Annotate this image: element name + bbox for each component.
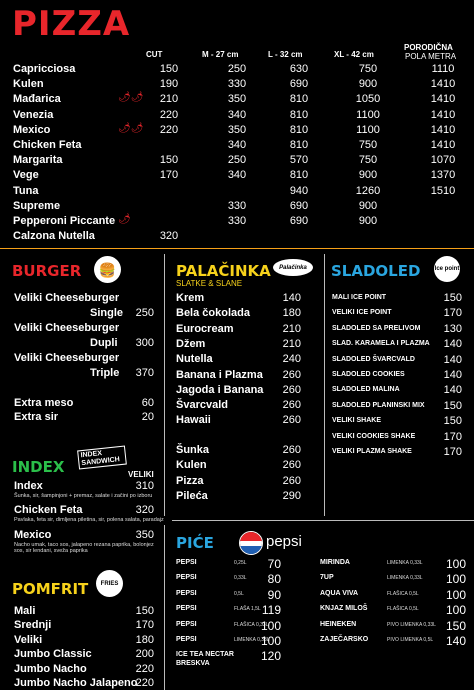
sladoled-price: 140 xyxy=(443,353,462,366)
palacinka-name: Džem xyxy=(176,337,206,350)
pizza-price: 690 xyxy=(289,215,309,227)
pizza-name: Venezia xyxy=(13,108,54,121)
pomfrit-name: Veliki xyxy=(14,633,43,646)
drink-price: 80 xyxy=(267,572,281,587)
palacinka-price: 260 xyxy=(282,474,301,487)
sladoled-name: VELIKI COOKIES SHAKE xyxy=(332,432,416,440)
pizza-row xyxy=(13,139,468,154)
drink-name: PEPSI xyxy=(176,574,197,582)
drink-volume: FLAŠA 1,5L xyxy=(234,606,261,613)
index-size-label: VELIKI xyxy=(128,470,154,479)
burger-name: Single xyxy=(90,307,124,319)
pizza-price: 940 xyxy=(289,184,309,197)
pizza-price: 750 xyxy=(358,139,378,151)
pomfrit-price: 150 xyxy=(135,605,154,617)
pomfrit-price: 220 xyxy=(135,677,154,689)
sladoled-name: SLADOLED ŠVARCVALD xyxy=(332,355,415,363)
column-header-cut: CUT xyxy=(146,50,163,59)
pizza-price: 330 xyxy=(227,215,247,227)
pizza-name: Mađarica xyxy=(13,93,61,106)
pizza-price: 1100 xyxy=(356,123,380,136)
palacinka-price: 290 xyxy=(282,489,301,502)
index-desc: Šunka, sir, šampinjoni + premaz, salate i začini po izboru xyxy=(14,493,153,499)
pizza-price: 170 xyxy=(159,169,179,182)
pizza-price: 190 xyxy=(159,78,179,91)
pizza-row xyxy=(13,124,468,139)
pizza-row xyxy=(13,185,468,200)
pizza-price: 320 xyxy=(159,230,179,243)
index-desc: Pavlaka, feta sir, dimljena piletina, sir, polena salata, paradajz xyxy=(14,517,164,523)
burger-name: Dupli xyxy=(90,337,118,349)
pizza-row xyxy=(13,169,468,184)
drink-price: 90 xyxy=(267,587,281,602)
palacinka-name: Bela čokolada xyxy=(176,307,250,320)
pizza-price: 810 xyxy=(289,123,309,136)
drink-price: 120 xyxy=(260,649,281,664)
pomfrit-name: Jumbo Nacho Jalapeno xyxy=(14,677,138,689)
drink-volume: PIVO LIMENKA 0,33L xyxy=(387,621,436,628)
chili-icon: 🌶🌶 xyxy=(118,122,144,134)
drinks-divider xyxy=(172,520,474,521)
drink-name: 7UP xyxy=(320,574,334,582)
drink-price: 100 xyxy=(445,587,466,602)
palacinka-name: Pileća xyxy=(176,489,208,502)
pizza-name: Mexico xyxy=(13,123,51,136)
pizza-name: Chicken Feta xyxy=(13,139,82,151)
sladoled-name: VELIKI SHAKE xyxy=(332,417,382,425)
pizza-name: Supreme xyxy=(13,199,61,212)
burger-name: Veliki Cheeseburger xyxy=(14,322,120,334)
pomfrit-price: 220 xyxy=(135,662,154,675)
fries-logo: FRIES xyxy=(96,570,123,597)
palacinka-price: 260 xyxy=(282,399,301,412)
sladoled-name: MALI ICE POINT xyxy=(332,294,387,301)
drink-name: PEPSI xyxy=(176,620,197,628)
palacinka-price: 260 xyxy=(282,383,301,396)
drink-volume: LIMENKA 0,33L xyxy=(234,637,270,643)
pizza-price: 630 xyxy=(289,63,309,75)
pizza-name: Capricciosa xyxy=(13,63,76,75)
pizza-price: 340 xyxy=(227,139,247,151)
pizza-price: 330 xyxy=(227,199,247,212)
pizza-price: 810 xyxy=(289,93,309,106)
pizza-row xyxy=(13,200,468,215)
pizza-price: 220 xyxy=(159,123,179,136)
drink-name: PEPSI xyxy=(176,636,197,643)
pizza-row xyxy=(13,230,468,245)
pizza-price: 330 xyxy=(227,78,247,91)
pomfrit-name: Jumbo Nacho xyxy=(14,662,87,675)
pizza-row xyxy=(13,215,468,230)
pizza-divider xyxy=(0,248,474,249)
drink-volume: 0,25L xyxy=(234,560,247,566)
drink-name: ZAJEČARSKO xyxy=(320,636,369,643)
drink-price: 119 xyxy=(261,603,281,618)
ice-point-logo: Ice point xyxy=(434,256,460,282)
pizza-price: 900 xyxy=(358,78,378,91)
drink-price: 100 xyxy=(445,572,466,587)
pomfrit-name: Jumbo Classic xyxy=(14,648,92,661)
pomfrit-price: 170 xyxy=(135,619,154,632)
burger-price: 20 xyxy=(141,411,154,423)
drink-name: ICE TEA NECTAR BRESKVA xyxy=(176,651,234,667)
palacinka-name: Banana i Plazma xyxy=(176,368,263,381)
sladoled-name: SLADOLED SA PRELIVOM xyxy=(332,324,421,332)
pizza-price: 350 xyxy=(227,93,247,106)
pizza-price: 340 xyxy=(227,169,247,182)
drink-name: AQUA VIVA xyxy=(320,589,359,597)
drink-volume: FLAŠICA 0,5L xyxy=(387,606,419,613)
palacinka-price: 260 xyxy=(282,368,301,381)
palacinka-name: Jagoda i Banana xyxy=(176,383,264,396)
pizza-name: Calzona Nutella xyxy=(13,230,95,243)
drink-volume: PIVO LIMENKA 0,5L xyxy=(387,637,434,643)
pepsi-brand: pepsi xyxy=(266,533,302,550)
sladoled-price: 170 xyxy=(443,307,462,320)
palacinka-name: Eurocream xyxy=(176,322,234,335)
burger-price: 300 xyxy=(135,337,154,349)
pizza-price: 570 xyxy=(289,154,309,167)
drink-name: PEPSI xyxy=(176,589,197,597)
column-header-m: M - 27 cm xyxy=(202,50,239,59)
sladoled-title: SLADOLED xyxy=(331,262,421,280)
index-title: INDEX xyxy=(12,458,65,476)
pizza-name: Tuna xyxy=(13,184,39,197)
pizza-price: 1110 xyxy=(431,63,455,75)
burger-price: 60 xyxy=(141,397,154,409)
drink-name: KNJAZ MILOŠ xyxy=(320,605,368,613)
drink-volume: 0,33L xyxy=(234,575,247,582)
burger-price: 370 xyxy=(135,367,154,379)
palacinka-price: 260 xyxy=(282,459,301,472)
pizza-title: PIZZA xyxy=(12,4,131,44)
column-header-pola-metra: POLA METRA xyxy=(405,52,457,61)
pizza-price: 340 xyxy=(227,108,247,121)
column-divider xyxy=(164,254,165,516)
burger-name: Extra sir xyxy=(14,411,59,423)
pomfrit-price: 200 xyxy=(135,648,154,661)
palacinka-price: 260 xyxy=(282,414,301,427)
pizza-price: 1070 xyxy=(430,154,456,167)
palacinka-logo: Palačinka xyxy=(273,259,313,276)
palacinka-name: Pizza xyxy=(176,474,204,487)
sladoled-name: SLAD. KARAMELA I PLAZMA xyxy=(332,340,430,348)
burger-name: Extra meso xyxy=(14,397,74,409)
sladoled-price: 150 xyxy=(443,415,462,428)
pomfrit-name: Mali xyxy=(14,605,36,617)
index-price: 350 xyxy=(135,529,154,541)
pizza-price: 1410 xyxy=(430,93,456,106)
pizza-price: 150 xyxy=(159,63,179,75)
sladoled-price: 170 xyxy=(443,446,462,458)
burger-price: 250 xyxy=(135,307,154,319)
pizza-price: 1370 xyxy=(430,169,456,182)
column-header-xl: XL - 42 cm xyxy=(334,50,374,59)
burger-icon: 🍔 xyxy=(94,256,121,283)
sladoled-name: VELIKI ICE POINT xyxy=(332,309,392,317)
sladoled-name: SLADOLED COOKIES xyxy=(332,371,405,378)
drink-price: 100 xyxy=(260,618,281,633)
pizza-price: 810 xyxy=(289,108,309,121)
palacinka-price: 140 xyxy=(282,292,301,304)
sladoled-price: 140 xyxy=(443,338,462,351)
chili-icon: 🌶🌶 xyxy=(118,92,144,104)
palacinka-name: Krem xyxy=(176,292,205,304)
palacinka-name: Kulen xyxy=(176,459,207,472)
drink-price: 100 xyxy=(445,557,466,571)
pice-title: PIĆE xyxy=(176,534,214,552)
pepsi-globe-icon xyxy=(239,531,263,555)
column-divider xyxy=(164,525,165,690)
pomfrit-name: Srednji xyxy=(14,619,52,632)
index-name: Chicken Feta xyxy=(14,504,83,516)
index-name: Index xyxy=(14,480,43,492)
pizza-price: 690 xyxy=(289,78,309,91)
index-name: Mexico xyxy=(14,529,52,541)
pizza-price: 1410 xyxy=(430,139,456,151)
drink-price: 140 xyxy=(445,634,466,648)
pizza-price: 350 xyxy=(227,123,247,136)
pomfrit-price: 180 xyxy=(135,633,154,646)
burger-name: Triple xyxy=(90,367,120,379)
drink-name: PEPSI xyxy=(176,559,197,566)
drink-price: 100 xyxy=(260,634,281,648)
pizza-row xyxy=(13,154,468,169)
drink-name: PEPSI xyxy=(176,605,197,613)
sladoled-price: 140 xyxy=(443,384,462,397)
pizza-name: Kulen xyxy=(13,78,44,91)
pizza-price: 1410 xyxy=(430,108,456,121)
palacinka-price: 260 xyxy=(282,444,301,456)
sladoled-name: SLADOLED MALINA xyxy=(332,386,400,394)
drink-volume: FLAŠICA 0,5L xyxy=(387,590,419,597)
pizza-name: Pepperoni Piccante xyxy=(13,215,116,227)
index-price: 320 xyxy=(135,504,154,516)
drink-volume: LIMENKA 0,33L xyxy=(387,560,423,566)
palacinka-name: Švarcvald xyxy=(176,399,228,412)
index-price: 310 xyxy=(135,480,154,492)
drink-price: 70 xyxy=(267,557,281,571)
drink-name: HEINEKEN xyxy=(320,620,357,628)
drink-name: MIRINDA xyxy=(320,559,350,566)
pizza-price: 150 xyxy=(159,154,179,167)
burger-name: Veliki Cheeseburger xyxy=(14,352,120,364)
drink-price: 150 xyxy=(445,618,466,633)
pizza-price: 250 xyxy=(227,63,247,75)
palacinka-name: Hawaii xyxy=(176,414,211,427)
column-header-porodicna: PORODIČNA xyxy=(404,43,453,52)
pizza-price: 1260 xyxy=(355,184,381,197)
palacinka-price: 210 xyxy=(282,322,301,335)
palacinka-title: PALAČINKA xyxy=(176,262,271,280)
pizza-price: 810 xyxy=(289,139,309,151)
pizza-price: 1050 xyxy=(355,93,381,106)
pomfrit-title: POMFRIT xyxy=(12,580,89,598)
pizza-name: Margarita xyxy=(13,154,63,167)
palacinka-price: 210 xyxy=(282,337,301,350)
burger-title: BURGER xyxy=(12,262,82,280)
pizza-name: Vege xyxy=(13,169,39,182)
sladoled-price: 170 xyxy=(443,430,462,443)
pizza-price: 750 xyxy=(358,63,378,75)
pizza-price: 210 xyxy=(159,93,179,106)
pizza-price: 1410 xyxy=(430,123,456,136)
pizza-price: 900 xyxy=(358,199,378,212)
palacinka-price: 240 xyxy=(282,353,301,366)
chili-icon: 🌶 xyxy=(118,214,131,225)
sladoled-price: 150 xyxy=(443,399,462,412)
drink-volume: FLAŠICA 0,33L xyxy=(234,621,269,628)
palacinka-subtitle: SLATKE & SLANE xyxy=(176,279,243,288)
sladoled-price: 130 xyxy=(443,322,462,335)
pizza-price: 1100 xyxy=(356,108,380,121)
pizza-price: 1510 xyxy=(430,184,456,197)
sladoled-price: 140 xyxy=(443,369,462,381)
pizza-price: 810 xyxy=(289,169,309,182)
pizza-price: 750 xyxy=(358,154,378,167)
pizza-row xyxy=(13,63,468,78)
pizza-price: 250 xyxy=(227,154,247,167)
sladoled-name: SLADOLED PLANINSKI MIX xyxy=(332,401,425,409)
burger-name: Veliki Cheeseburger xyxy=(14,292,120,304)
index-sandwich-logo: INDEX SANDWICH xyxy=(77,446,127,470)
palacinka-name: Nutella xyxy=(176,353,213,366)
pizza-price: 900 xyxy=(358,215,378,227)
pizza-price: 1410 xyxy=(430,78,456,91)
sladoled-price: 150 xyxy=(443,292,462,304)
drink-volume: LIMENKA 0,33L xyxy=(387,575,423,582)
pizza-row xyxy=(13,109,468,124)
pizza-price: 900 xyxy=(358,169,378,182)
sladoled-name: VELIKI PLAZMA SHAKE xyxy=(332,448,412,455)
pizza-price: 220 xyxy=(159,108,179,121)
palacinka-name: Šunka xyxy=(176,444,210,456)
column-header-l: L - 32 cm xyxy=(268,50,303,59)
pizza-row xyxy=(13,93,468,108)
drink-volume: 0,5L xyxy=(234,590,244,597)
pizza-price: 690 xyxy=(289,199,309,212)
pizza-row xyxy=(13,78,468,93)
index-desc: Nacho umak, taco sos, jalapeno rezana paprika, bolonjez sos, sir lendani, svežа paprika xyxy=(14,542,154,555)
palacinka-price: 180 xyxy=(282,307,301,320)
column-divider xyxy=(324,254,325,516)
drink-price: 100 xyxy=(445,603,466,618)
